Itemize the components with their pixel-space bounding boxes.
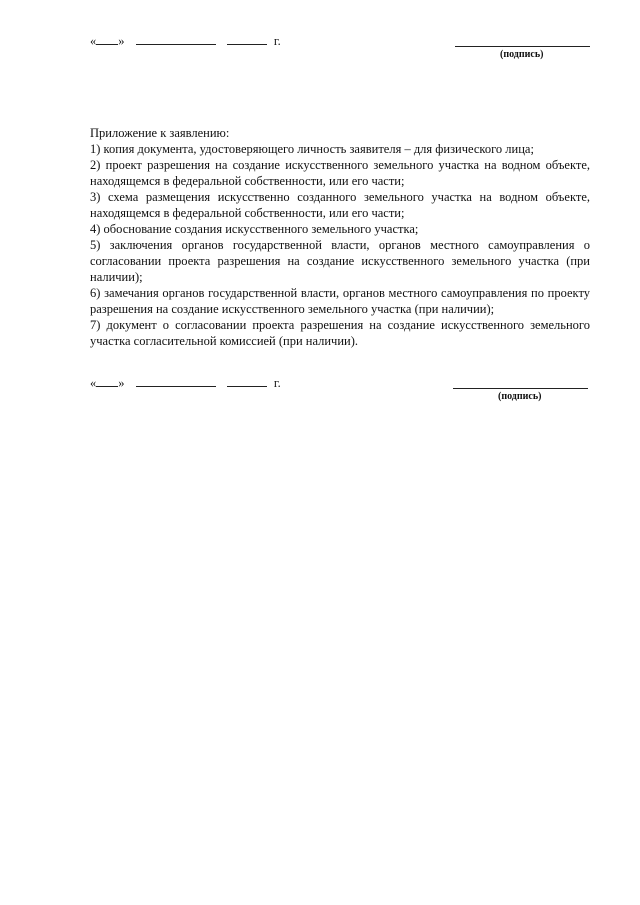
appendix-item: 3) схема размещения искусственно созданного земельного участка на водном объекте, находящемся в федеральной собственности, или его части; xyxy=(90,190,590,220)
day-blank xyxy=(96,32,118,45)
signature-label-top: (подпись) xyxy=(500,49,544,60)
month-blank xyxy=(136,32,216,45)
signature-line-top xyxy=(455,46,590,47)
appendix-item: 4) обоснование создания искусственного земельного участка; xyxy=(90,222,419,236)
appendix-heading: Приложение к заявлению: xyxy=(90,126,230,140)
appendix-item: 7) документ о согласовании проекта разрешения на создание искусственного земельного участка согласительной комиссией (при наличии). xyxy=(90,318,590,348)
signature-line-bottom xyxy=(453,388,588,389)
close-quote: » xyxy=(118,34,125,48)
close-quote: » xyxy=(118,376,125,390)
appendix-item: 5) заключения органов государственной власти, органов местного самоуправления о согласовании проекта разрешения на создание искусственного земельного участка (при наличии); xyxy=(90,238,590,284)
appendix-item: 6) замечания органов государственной власти, органов местного самоуправления по проекту разрешения на создание искусственного земельного участка (при наличии); xyxy=(90,286,590,316)
appendix-item: 1) копия документа, удостоверяющего личность заявителя – для физического лица; xyxy=(90,142,534,156)
date-line-bottom xyxy=(90,374,281,391)
year-suffix: г. xyxy=(273,34,281,48)
appendix-block xyxy=(90,125,590,349)
year-blank xyxy=(227,32,267,45)
signature-label-bottom: (подпись) xyxy=(498,391,542,402)
appendix-item: 2) проект разрешения на создание искусственного земельного участка на водном объекте, находящемся в федеральной собственности, или его части; xyxy=(90,158,590,188)
date-line-top xyxy=(90,32,281,49)
open-quote: « xyxy=(90,376,97,390)
month-blank xyxy=(136,374,216,387)
open-quote: « xyxy=(90,34,97,48)
year-blank xyxy=(227,374,267,387)
year-suffix: г. xyxy=(273,376,281,390)
day-blank xyxy=(96,374,118,387)
